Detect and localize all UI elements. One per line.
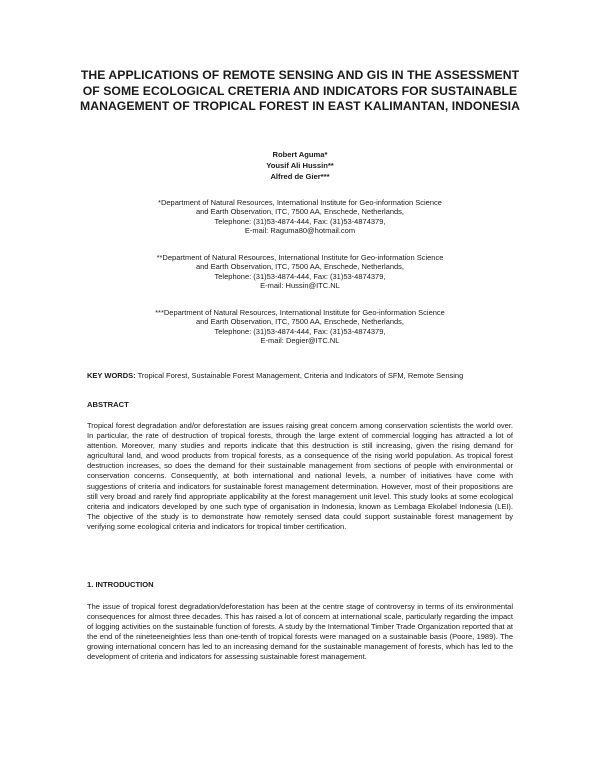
affiliation-line: Telephone: (31)53-4874-444, Fax: (31)53-4874379, (214, 271, 386, 281)
author-name: Robert Aguma* (272, 150, 328, 159)
affiliation-line: *Department of Natural Resources, International Institute for Geo-information Science (158, 198, 442, 207)
affiliation-line: and Earth Observation, ITC, 7500 AA, Enschede, Netherlands, (195, 207, 405, 217)
introduction-heading: 1. INTRODUCTION (87, 580, 154, 589)
affiliation-email: E-mail: Degier@ITC.NL (260, 336, 340, 346)
affiliation-email: E-mail: Raguma80@hotmail.com (244, 226, 356, 236)
keywords-label: KEY WORDS: (87, 371, 136, 380)
affiliation-block (110, 198, 490, 236)
affiliation-line: Telephone: (31)53-4874-444, Fax: (31)53-4874379, (214, 216, 386, 226)
abstract-body: Tropical forest degradation and/or deforestation are issues raising great concern among conservation scientists the world over. In particular, the rate of destruction of tropical forests, through the large extent of commercial logging has attracted a lot of attention. Moreover, many studies and reports indicate that this destruction is still increasing, given the rising demand for agricultural land, and wood products from tropical forests, as a consequence of the rising world population. As tropical forest destruction increases, so does the demand for their sustainable management from sections of people with environmental or conservation concerns. Consequently, at both international and national levels, a number of initiatives have come with suggestions of criteria and indicators for sustainable forest management determination. However, most of their propositions are still very broad and rarely find appropriate applicability at the forest management unit level. This study looks at some ecological criteria and indicators developed by one such type of organisation in Indonesia, known as Lembaga Ekolabel Indonesia (LEI). The objective of the study is to demonstrate how remotely sensed data could support sustainable forest management by verifying some ecological criteria and indicators for tropical timber certification. (87, 421, 513, 531)
keywords-text: Tropical Forest, Sustainable Forest Management, Criteria and Indicators of SFM, Remote Sensing (137, 371, 464, 380)
keywords (87, 371, 487, 380)
author-name: Yousif Ali Hussin** (266, 161, 334, 170)
author-name: Alfred de Gier*** (270, 172, 330, 181)
affiliation-line: ***Department of Natural Resources, International Institute for Geo-information Science (155, 308, 445, 317)
affiliation-line: and Earth Observation, ITC, 7500 AA, Enschede, Netherlands, (195, 262, 405, 272)
paper-title: THE APPLICATIONS OF REMOTE SENSING AND GIS IN THE ASSESSMENT OF SOME ECOLOGICAL CRETERIA AND INDICATORS FOR SUSTAINABLE MANAGEMENT OF TROPICAL FOREST IN EAST KALIMANTAN, INDONESIA (80, 68, 520, 113)
abstract-heading: ABSTRACT (87, 400, 129, 409)
introduction-body: The issue of tropical forest degradation/deforestation has been at the centre stage of controversy in terms of its environmental consequences for almost three decades. This has raised a lot of concern at international scale, particularly regarding the impact of logging activities on the sustainable function of forests. A study by the International Timber Trade Organization reported that at the end of the nineteeneighties less than one-tenth of tropical forests were managed on a sustainable basis (Poore, 1989). The growing international concern has led to an increasing demand for the sustainable management of forests, which has led to the development of criteria and indicators for assessing sustainable forest management. (87, 602, 513, 662)
affiliation-line: Telephone: (31)53-4874-444, Fax: (31)53-4874379, (214, 326, 386, 336)
affiliation-line: and Earth Observation, ITC, 7500 AA, Enschede, Netherlands, (195, 317, 405, 327)
affiliation-line: **Department of Natural Resources, International Institute for Geo-information Science (156, 253, 444, 262)
affiliation-email: E-mail: Hussin@ITC.NL (260, 281, 340, 291)
author-list (150, 149, 450, 182)
affiliation-block (110, 308, 490, 346)
affiliation-block (110, 253, 490, 291)
